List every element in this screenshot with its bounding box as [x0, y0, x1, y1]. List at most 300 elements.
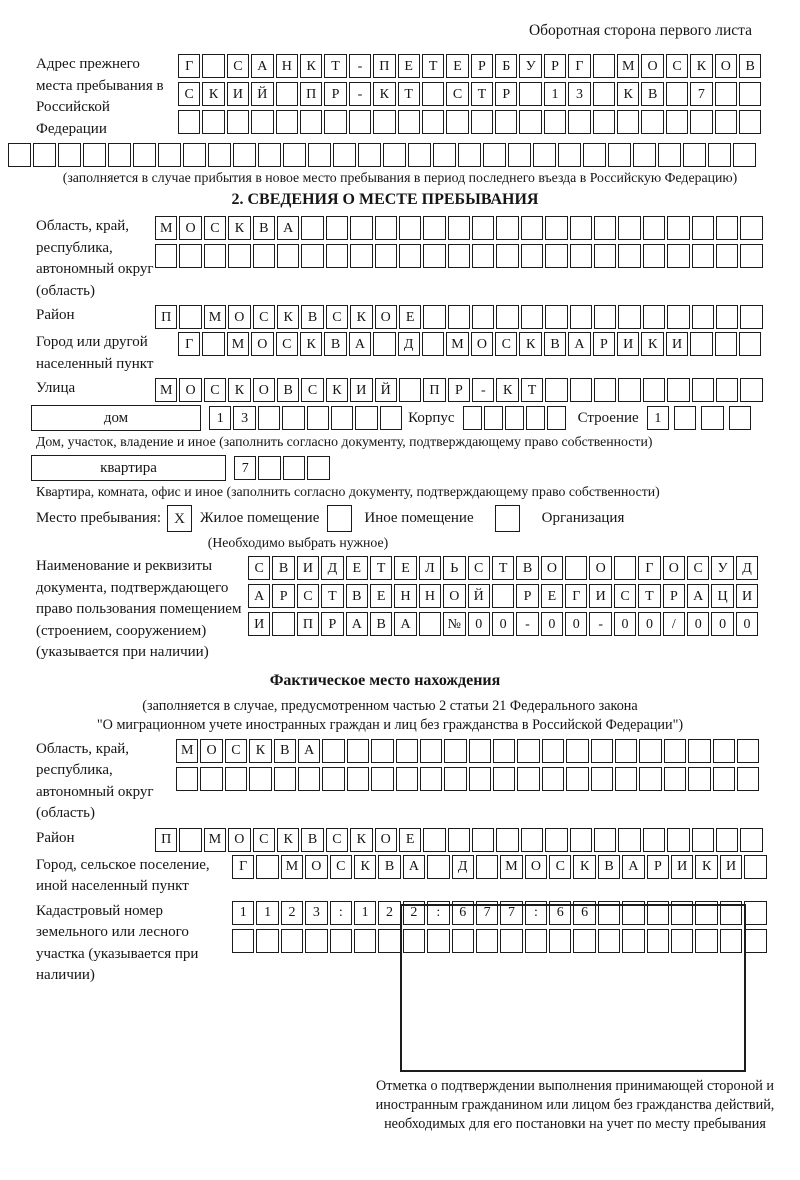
- form-cell: [729, 406, 751, 430]
- form-cell: О: [179, 378, 201, 402]
- actual-region-block: [8, 739, 792, 825]
- form-cell: К: [228, 216, 250, 240]
- form-cell: [542, 739, 564, 763]
- stay-region-row-2: [155, 244, 763, 268]
- form-cell: [350, 244, 372, 268]
- form-cell: [403, 929, 425, 953]
- form-cell: Ц: [711, 584, 733, 608]
- form-cell: [496, 828, 518, 852]
- form-cell: У: [711, 556, 733, 580]
- korpus-label: Корпус: [408, 409, 455, 426]
- form-cell: 0: [638, 612, 660, 636]
- form-cell: [633, 143, 656, 167]
- form-cell: С: [614, 584, 636, 608]
- form-cell: [647, 929, 669, 953]
- form-cell: Й: [468, 584, 490, 608]
- form-cell: Ь: [443, 556, 465, 580]
- stay-street-row: [155, 378, 763, 402]
- form-cell: [282, 406, 304, 430]
- form-cell: К: [519, 332, 541, 356]
- form-cell: [573, 929, 595, 953]
- form-cell: В: [253, 216, 275, 240]
- option-other-label: Иное помещение: [364, 510, 474, 526]
- form-cell: [715, 82, 737, 106]
- form-cell: К: [277, 305, 299, 329]
- form-cell: [422, 110, 444, 134]
- form-cell: Т: [521, 378, 543, 402]
- form-cell: [545, 828, 567, 852]
- form-cell: А: [298, 739, 320, 763]
- form-cell: [688, 739, 710, 763]
- form-cell: [301, 216, 323, 240]
- form-cell: [639, 739, 661, 763]
- form-cell: [618, 244, 640, 268]
- form-cell: Е: [399, 828, 421, 852]
- form-cell: [158, 143, 181, 167]
- form-cell: О: [375, 305, 397, 329]
- document-row-3: [248, 612, 758, 636]
- form-cell: А: [349, 332, 371, 356]
- form-cell: [692, 378, 714, 402]
- form-cell: [594, 244, 616, 268]
- form-cell: [396, 767, 418, 791]
- form-cell: [692, 828, 714, 852]
- section2-title: 2. СВЕДЕНИЯ О МЕСТЕ ПРЕБЫВАНИЯ: [231, 191, 539, 208]
- form-cell: Р: [647, 855, 669, 879]
- form-cell: [716, 216, 738, 240]
- form-cell: [618, 305, 640, 329]
- stay-district-block: [8, 305, 792, 329]
- form-cell: А: [248, 584, 270, 608]
- form-cell: [598, 901, 620, 925]
- actual-district-block: [8, 828, 792, 852]
- form-cell: [471, 110, 493, 134]
- form-cell: [701, 406, 723, 430]
- form-cell: [276, 82, 298, 106]
- form-cell: Т: [324, 54, 346, 78]
- form-cell: №: [443, 612, 465, 636]
- document-label: Наименование и реквизиты документа, подтверждающего право пользования помещением (строением, сооружением) (указывается при наличии): [36, 558, 242, 660]
- form-cell: [740, 216, 762, 240]
- stay-city-label: Город или другой населенный пункт: [36, 334, 154, 372]
- form-cell: К: [354, 855, 376, 879]
- form-cell: [277, 244, 299, 268]
- form-cell: [458, 143, 481, 167]
- form-cell: [305, 929, 327, 953]
- cadastre-row-1: [232, 901, 767, 925]
- form-cell: [690, 332, 712, 356]
- form-cell: -: [589, 612, 611, 636]
- prev-address-row-1: [178, 54, 761, 78]
- actual-city-label: Город, сельское поселение, иной населенный пункт: [36, 856, 210, 894]
- form-cell: М: [446, 332, 468, 356]
- prev-address-label: Адрес прежнего места пребывания в Российской Федерации: [36, 56, 164, 137]
- form-cell: [307, 406, 329, 430]
- korpus-cells: [463, 406, 566, 430]
- form-cell: [373, 110, 395, 134]
- form-cell: С: [687, 556, 709, 580]
- form-cell: [301, 244, 323, 268]
- form-cell: К: [350, 828, 372, 852]
- form-cell: [256, 929, 278, 953]
- form-cell: 7: [690, 82, 712, 106]
- form-cell: [422, 82, 444, 106]
- form-cell: [519, 82, 541, 106]
- actual-district-label: Район: [36, 829, 75, 846]
- form-cell: [179, 305, 201, 329]
- form-cell: Д: [321, 556, 343, 580]
- stamp-note: Отметка о подтверждении выполнения принимающей стороной и иностранным гражданином или лицом без гражданства действий, необходимых для его постановки на учет по месту пребывания: [375, 1077, 775, 1132]
- form-cell: [713, 739, 735, 763]
- organization-checkbox: [495, 505, 520, 532]
- form-cell: [716, 378, 738, 402]
- form-cell: [521, 244, 543, 268]
- stay-city-block: [8, 332, 792, 375]
- form-cell: [674, 406, 696, 430]
- form-cell: 1: [647, 406, 669, 430]
- form-cell: [420, 739, 442, 763]
- form-cell: [666, 110, 688, 134]
- form-cell: [347, 739, 369, 763]
- form-cell: Р: [593, 332, 615, 356]
- form-cell: [419, 612, 441, 636]
- form-cell: К: [249, 739, 271, 763]
- form-cell: 3: [305, 901, 327, 925]
- form-cell: -: [349, 82, 371, 106]
- form-cell: [208, 143, 231, 167]
- form-cell: А: [346, 612, 368, 636]
- form-cell: Т: [370, 556, 392, 580]
- form-cell: [500, 929, 522, 953]
- apartment-label-box: квартира: [31, 455, 226, 481]
- prev-address-row-4: [8, 143, 792, 167]
- form-cell: [256, 855, 278, 879]
- form-cell: К: [690, 54, 712, 78]
- form-cell: О: [471, 332, 493, 356]
- form-cell: 1: [232, 901, 254, 925]
- form-cell: [408, 143, 431, 167]
- cadastre-row-2: [232, 929, 767, 953]
- form-cell: [739, 110, 761, 134]
- form-cell: [258, 456, 280, 480]
- form-cell: М: [281, 855, 303, 879]
- form-cell: 0: [492, 612, 514, 636]
- form-cell: С: [326, 305, 348, 329]
- form-cell: :: [330, 901, 352, 925]
- form-cell: [618, 378, 640, 402]
- stay-city-row: [178, 332, 761, 356]
- form-cell: [225, 767, 247, 791]
- form-cell: [276, 110, 298, 134]
- form-cell: О: [641, 54, 663, 78]
- form-cell: [373, 332, 395, 356]
- form-cell: [423, 828, 445, 852]
- form-cell: [517, 739, 539, 763]
- form-cell: С: [253, 828, 275, 852]
- form-cell: [744, 901, 766, 925]
- form-cell: [423, 305, 445, 329]
- form-cell: [420, 767, 442, 791]
- form-cell: [176, 767, 198, 791]
- form-cell: К: [641, 332, 663, 356]
- form-cell: [549, 929, 571, 953]
- actual-subtitle-2: "О миграционном учете иностранных граждан и лиц без гражданства в Российской Федерации"): [96, 716, 684, 733]
- form-cell: [692, 244, 714, 268]
- form-cell: [472, 305, 494, 329]
- apartment-number-cells: [234, 456, 330, 480]
- option-organization-label: Организация: [541, 510, 625, 526]
- form-cell: [594, 216, 616, 240]
- form-cell: Е: [370, 584, 392, 608]
- form-cell: [233, 143, 256, 167]
- form-cell: [326, 216, 348, 240]
- form-cell: О: [253, 378, 275, 402]
- stroenie-label: Строение: [577, 409, 639, 426]
- form-cell: Т: [638, 584, 660, 608]
- form-cell: Р: [516, 584, 538, 608]
- form-cell: [666, 82, 688, 106]
- form-cell: [308, 143, 331, 167]
- form-cell: [283, 143, 306, 167]
- form-cell: [643, 305, 665, 329]
- form-cell: [683, 143, 706, 167]
- form-cell: [542, 767, 564, 791]
- form-cell: С: [248, 556, 270, 580]
- form-cell: О: [443, 584, 465, 608]
- form-cell: [688, 767, 710, 791]
- form-cell: О: [228, 305, 250, 329]
- form-cell: [281, 929, 303, 953]
- form-cell: М: [500, 855, 522, 879]
- form-cell: П: [297, 612, 319, 636]
- form-cell: [667, 828, 689, 852]
- form-cell: М: [227, 332, 249, 356]
- form-cell: С: [495, 332, 517, 356]
- form-cell: [427, 929, 449, 953]
- form-cell: [593, 110, 615, 134]
- form-cell: В: [301, 828, 323, 852]
- form-cell: [545, 378, 567, 402]
- form-cell: [398, 110, 420, 134]
- form-cell: [326, 244, 348, 268]
- form-cell: М: [176, 739, 198, 763]
- form-cell: [493, 767, 515, 791]
- form-cell: [690, 110, 712, 134]
- form-cell: [594, 378, 616, 402]
- form-cell: [476, 855, 498, 879]
- form-cell: [545, 305, 567, 329]
- form-cell: [427, 855, 449, 879]
- form-cell: [33, 143, 56, 167]
- form-cell: [598, 929, 620, 953]
- form-cell: И: [297, 556, 319, 580]
- form-cell: В: [516, 556, 538, 580]
- form-cell: [521, 305, 543, 329]
- form-cell: К: [228, 378, 250, 402]
- apartment-note: Квартира, комната, офис и иное (заполнить согласно документу, подтверждающему право собственности): [36, 484, 660, 499]
- form-cell: [521, 216, 543, 240]
- form-cell: 7: [500, 901, 522, 925]
- form-cell: 7: [234, 456, 256, 480]
- form-cell: [371, 739, 393, 763]
- form-cell: В: [641, 82, 663, 106]
- form-cell: К: [277, 828, 299, 852]
- form-cell: [355, 406, 377, 430]
- form-cell: Р: [544, 54, 566, 78]
- form-cell: Г: [638, 556, 660, 580]
- form-cell: К: [300, 332, 322, 356]
- form-cell: Й: [251, 82, 273, 106]
- form-cell: 3: [233, 406, 255, 430]
- prev-address-block: [8, 54, 792, 140]
- form-cell: Г: [565, 584, 587, 608]
- form-cell: Е: [398, 54, 420, 78]
- form-cell: [622, 901, 644, 925]
- form-cell: [380, 406, 402, 430]
- form-cell: 6: [573, 901, 595, 925]
- form-cell: [744, 855, 766, 879]
- form-cell: [570, 216, 592, 240]
- form-cell: Р: [448, 378, 470, 402]
- stay-region-rows: [155, 216, 763, 268]
- house-number-cells: [209, 406, 402, 430]
- prev-address-row-3: [178, 110, 761, 134]
- form-cell: О: [589, 556, 611, 580]
- form-cell: [692, 216, 714, 240]
- form-cell: [591, 767, 613, 791]
- form-cell: 0: [736, 612, 758, 636]
- form-cell: К: [373, 82, 395, 106]
- form-cell: [227, 110, 249, 134]
- form-cell: [347, 767, 369, 791]
- form-cell: М: [204, 305, 226, 329]
- form-cell: О: [663, 556, 685, 580]
- form-cell: [496, 244, 518, 268]
- form-cell: Н: [394, 584, 416, 608]
- form-cell: :: [525, 901, 547, 925]
- form-cell: И: [350, 378, 372, 402]
- form-cell: О: [251, 332, 273, 356]
- form-cell: [155, 244, 177, 268]
- form-cell: [671, 929, 693, 953]
- form-cell: 0: [565, 612, 587, 636]
- form-cell: [739, 332, 761, 356]
- form-cell: [423, 244, 445, 268]
- form-cell: Е: [541, 584, 563, 608]
- form-cell: К: [695, 855, 717, 879]
- form-cell: [133, 143, 156, 167]
- form-cell: [740, 305, 762, 329]
- form-cell: 0: [541, 612, 563, 636]
- form-cell: [349, 110, 371, 134]
- form-cell: [658, 143, 681, 167]
- form-cell: [322, 767, 344, 791]
- form-cell: [715, 332, 737, 356]
- form-cell: М: [155, 216, 177, 240]
- form-cell: М: [155, 378, 177, 402]
- form-cell: С: [297, 584, 319, 608]
- form-cell: Г: [178, 332, 200, 356]
- apartment-row: [31, 455, 792, 481]
- form-cell: [519, 110, 541, 134]
- form-cell: С: [301, 378, 323, 402]
- form-cell: [200, 767, 222, 791]
- form-cell: [327, 505, 352, 532]
- form-cell: Д: [452, 855, 474, 879]
- form-cell: Р: [321, 612, 343, 636]
- residential-checkbox: [167, 505, 192, 532]
- form-cell: [591, 739, 613, 763]
- form-cell: [496, 216, 518, 240]
- form-cell: С: [326, 828, 348, 852]
- form-cell: [258, 143, 281, 167]
- form-cell: О: [541, 556, 563, 580]
- form-cell: И: [617, 332, 639, 356]
- form-cell: [228, 244, 250, 268]
- form-cell: [647, 901, 669, 925]
- form-cell: [716, 305, 738, 329]
- form-cell: [547, 406, 566, 430]
- form-cell: А: [394, 612, 416, 636]
- form-cell: [179, 828, 201, 852]
- form-cell: Н: [419, 584, 441, 608]
- form-cell: И: [736, 584, 758, 608]
- form-cell: П: [155, 828, 177, 852]
- form-cell: [378, 929, 400, 953]
- form-cell: [614, 556, 636, 580]
- form-cell: Т: [471, 82, 493, 106]
- form-cell: [333, 143, 356, 167]
- form-cell: [664, 767, 686, 791]
- form-cell: [422, 332, 444, 356]
- form-cell: -: [349, 54, 371, 78]
- form-cell: П: [155, 305, 177, 329]
- form-cell: О: [525, 855, 547, 879]
- form-cell: [570, 828, 592, 852]
- form-cell: [472, 216, 494, 240]
- form-cell: [444, 767, 466, 791]
- form-cell: [708, 143, 731, 167]
- form-cell: [715, 110, 737, 134]
- form-cell: В: [598, 855, 620, 879]
- header-note: Оборотная сторона первого листа: [528, 22, 752, 39]
- form-cell: 1: [354, 901, 376, 925]
- form-cell: [545, 216, 567, 240]
- form-cell: [448, 305, 470, 329]
- form-cell: [695, 929, 717, 953]
- form-cell: Т: [398, 82, 420, 106]
- form-cell: [331, 406, 353, 430]
- form-cell: [258, 406, 280, 430]
- form-cell: И: [671, 855, 693, 879]
- stay-street-label: Улица: [36, 380, 76, 396]
- document-rows: [248, 556, 758, 636]
- stay-region-row-1: [155, 216, 763, 240]
- form-cell: С: [178, 82, 200, 106]
- stay-type-row: [8, 505, 792, 532]
- form-cell: 2: [403, 901, 425, 925]
- form-cell: С: [468, 556, 490, 580]
- form-cell: [307, 456, 329, 480]
- stay-district-row: [155, 305, 763, 329]
- form-cell: С: [227, 54, 249, 78]
- form-cell: [521, 828, 543, 852]
- form-cell: И: [720, 855, 742, 879]
- form-cell: 1: [544, 82, 566, 106]
- form-cell: [358, 143, 381, 167]
- form-cell: [505, 406, 524, 430]
- form-cell: И: [589, 584, 611, 608]
